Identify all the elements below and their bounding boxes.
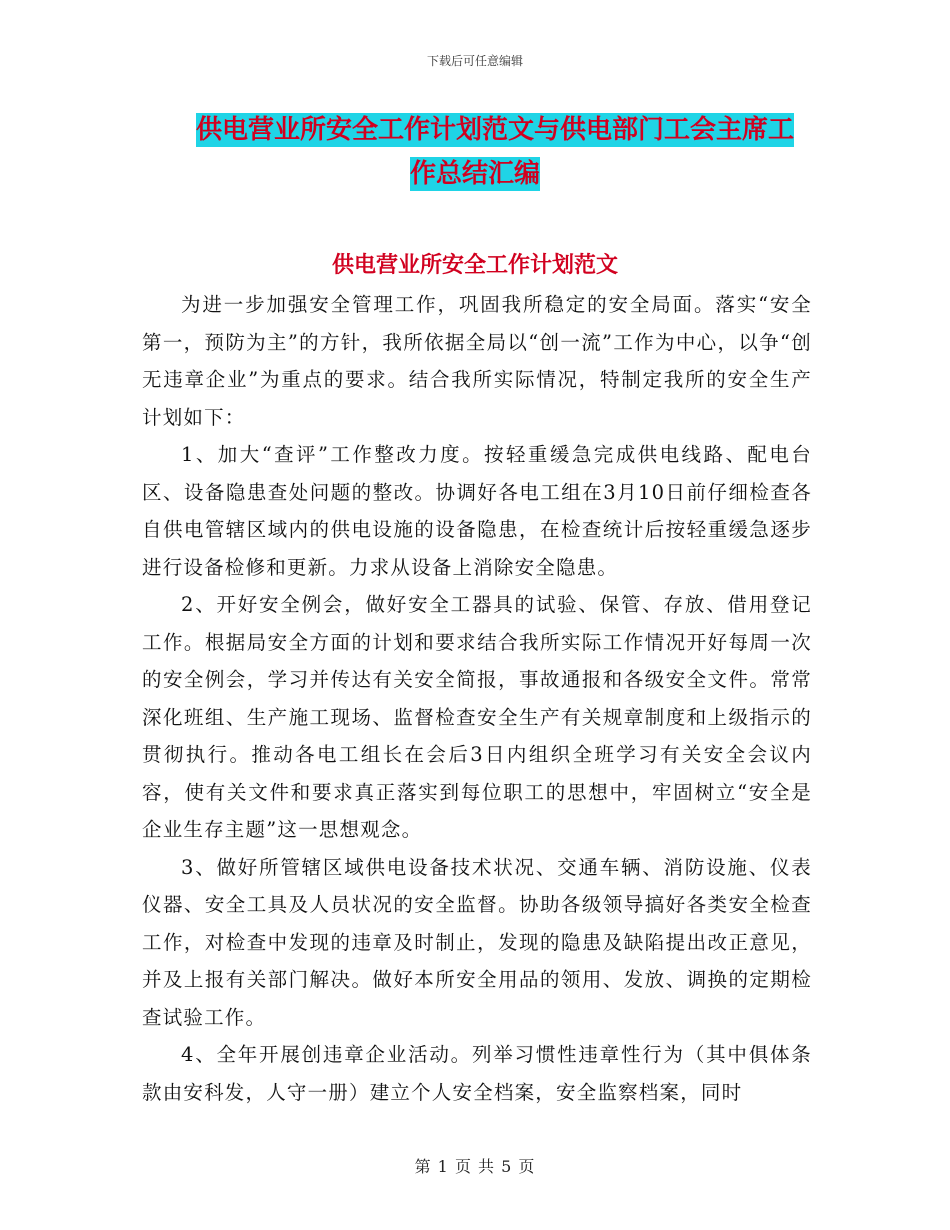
document-title-line-2: 作总结汇编 (409, 159, 540, 189)
body-text (142, 286, 812, 1111)
page-number-footer: 第 1 页 共 5 页 (414, 1157, 536, 1176)
document-title (0, 108, 950, 196)
paragraph-item-2: 2、开好安全例会，做好安全工器具的试验、保管、存放、借用登记工作。根据局安全方面的计划和要求结合我所实际工作情况开好每周一次的安全例会，学习并传达有关安全简报，事故通报和各级安全文件。常常深化班组、生产施工现场、监督检查安全生产有关规章制度和上级指示的贯彻执行。推动各电工组长在会后3日内组织全班学习有关安全会议内容，使有关文件和要求真正落实到每位职工的思想中，牢固树立“安全是企业生存主题”这一思想观念。 (142, 593, 812, 841)
paragraph-item-1: 1、加大“查评”工作整改力度。按轻重缓急完成供电线路、配电台区、设备隐患查处问题的整改。协调好各电工组在3月10日前仔细检查各自供电管辖区域内的供电设施的设备隐患，在检查统计后按轻重缓急逐步进行设备检修和更新。力求从设备上消除安全隐患。 (142, 443, 812, 579)
paragraph-item-4: 4、全年开展创违章企业活动。列举习惯性违章性行为（其中俱体条款由安科发，人守一册）建立个人安全档案，安全监察档案，同时 (142, 1043, 812, 1104)
section-title: 供电营业所安全工作计划范文 (331, 253, 618, 278)
document-title-line-1: 供电营业所安全工作计划范文与供电部门工会主席工 (195, 115, 794, 145)
header-note: 下载后可任意编辑 (426, 54, 523, 68)
paragraph-intro: 为进一步加强安全管理工作，巩固我所稳定的安全局面。落实“安全第一，预防为主”的方针，我所依据全局以“创一流”工作为中心，以争“创无违章企业”为重点的要求。结合我所实际情况，特制定我所的安全生产计划如下： (142, 293, 812, 429)
paragraph-item-3: 3、做好所管辖区域供电设备技术状况、交通车辆、消防设施、仪表仪器、安全工具及人员状况的安全监督。协助各级领导搞好各类安全检查工作，对检查中发现的违章及时制止，发现的隐患及缺陷提出改正意见，并及上报有关部门解决。做好本所安全用品的领用、发放、调换的定期检查试验工作。 (142, 855, 812, 1029)
